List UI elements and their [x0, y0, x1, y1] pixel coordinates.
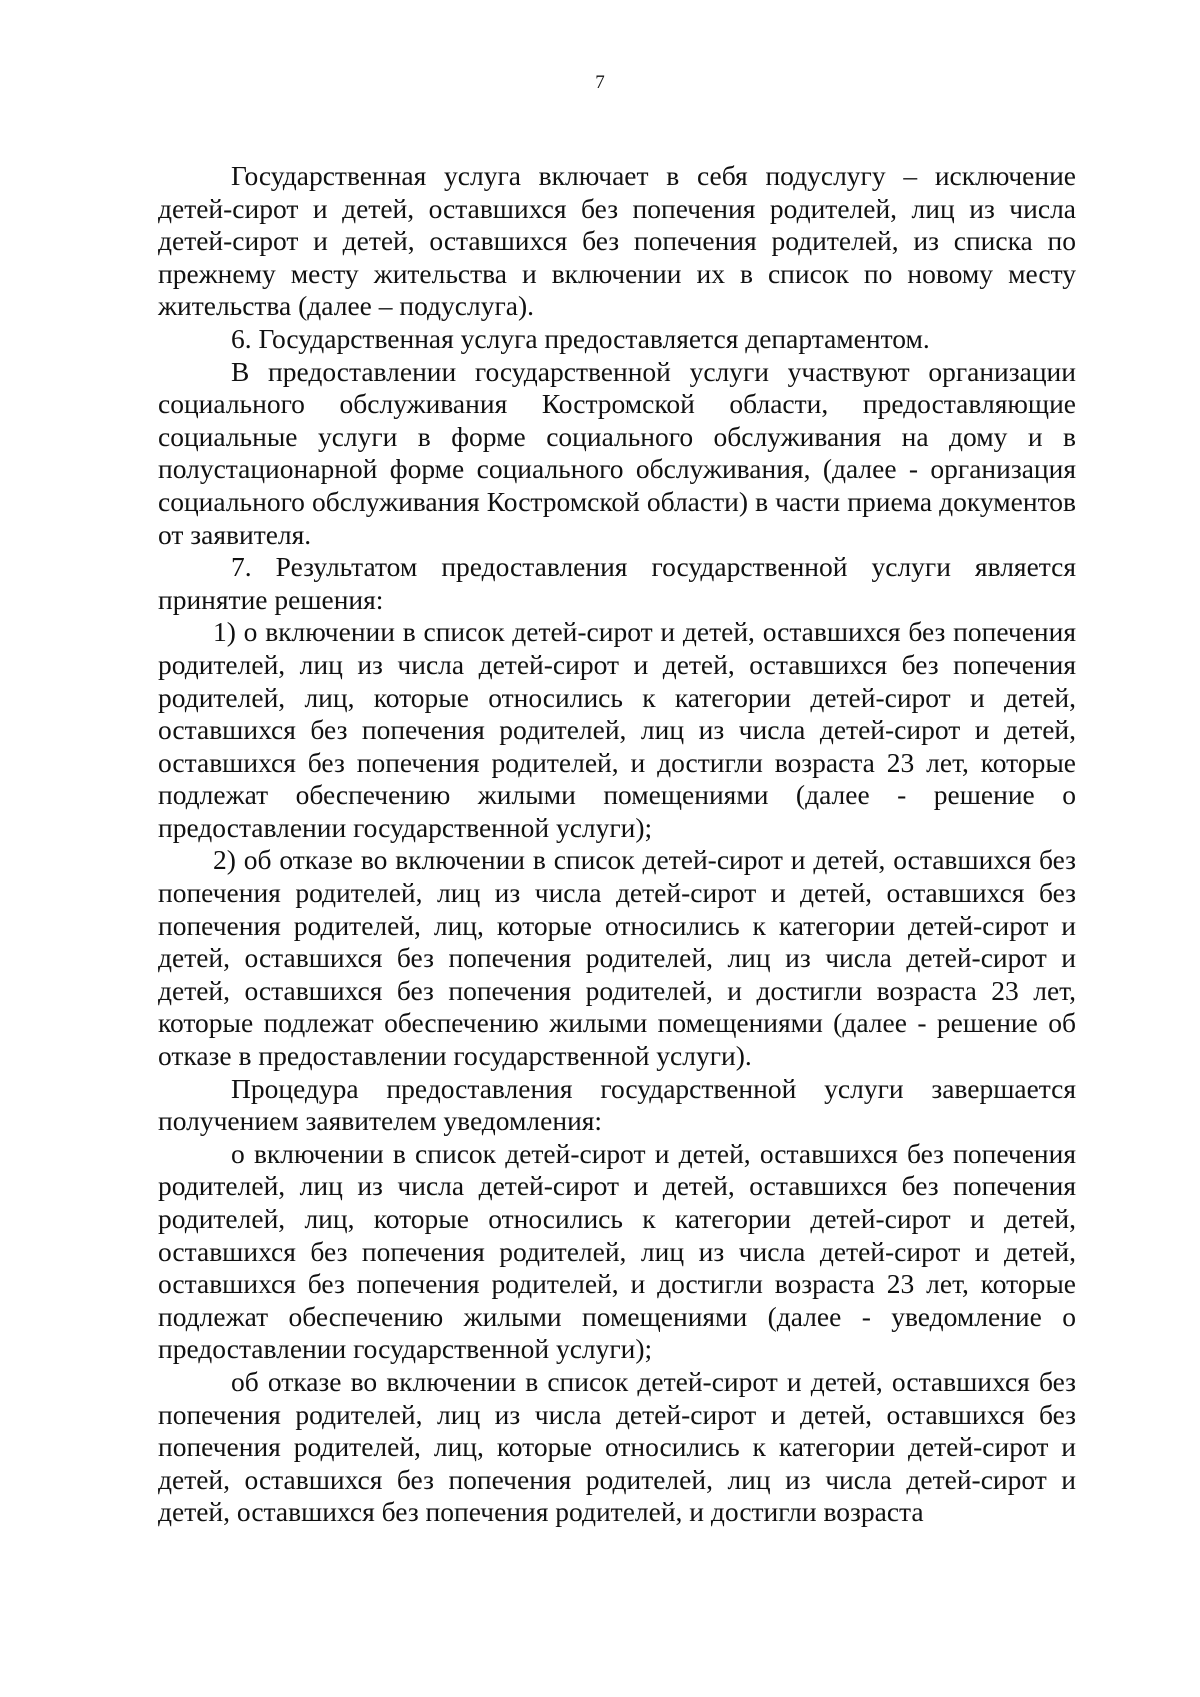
list-item-1: 1) о включении в список детей-сирот и детей, оставшихся без попечения родителей, лиц из числа детей-сирот и детей, оставшихся без попечения родителей, лиц, которые относились к категории детей-сирот и детей, оставшихся без попечения родителей, лиц из числа детей-сирот и детей, оставшихся без попечения родителей, и достигли возраста 23 лет, которые подлежат обеспечению жилыми помещениями (далее - решение о предоставлении государственной услуги); [158, 616, 1076, 843]
paragraph-item-7: 7. Результатом предоставления государственной услуги является принятие решения: [158, 551, 1076, 615]
paragraph-item-6: 6. Государственная услуга предоставляется департаментом. [231, 322, 930, 354]
paragraph-notice-inclusion: о включении в список детей-сирот и детей, оставшихся без попечения родителей, лиц из числа детей-сирот и детей, оставшихся без попечения родителей, лиц, которые относились к категории детей-сирот и детей, оставшихся без попечения родителей, лиц из числа детей-сирот и детей, оставшихся без попечения родителей, и достигли возраста 23 лет, которые подлежат обеспечению жилыми помещениями (далее - уведомление о предоставлении государственной услуги); [158, 1137, 1076, 1365]
paragraph-procedure: Процедура предоставления государственной услуги завершается получением заявителем уведомления: [158, 1072, 1076, 1137]
paragraph-notice-refusal: об отказе во включении в список детей-сирот и детей, оставшихся без попечения родителей, лиц из числа детей-сирот и детей, оставшихся без попечения родителей, лиц, которые относились к категории детей-сирот и детей, оставшихся без попечения родителей, лиц из числа детей-сирот и детей, оставшихся без попечения родителей, и достигли возраста [158, 1365, 1076, 1528]
list-item-2: 2) об отказе во включении в список детей-сирот и детей, оставшихся без попечения родителей, лиц из числа детей-сирот и детей, оставшихся без попечения родителей, лиц, которые относились к категории детей-сирот и детей, оставшихся без попечения родителей, лиц из числа детей-сирот и детей, оставшихся без попечения родителей, и достигли возраста 23 лет, которые подлежат обеспечению жилыми помещениями (далее - решение об отказе в предоставлении государственной услуги). [158, 844, 1076, 1072]
document-body [158, 160, 1076, 1529]
page-number: 7 [595, 72, 605, 93]
paragraph-subservice: Государственная услуга включает в себя подуслугу – исключение детей-сирот и детей, оставшихся без попечения родителей, лиц из числа детей-сирот и детей, оставшихся без попечения родителей, из списка по прежнему месту жительства и включении их в список по новому месту жительства (далее – подуслуга). [158, 160, 1076, 322]
paragraph-participants: В предоставлении государственной услуги участвуют организации социального обслуживания Костромской области, предоставляющие социальные услуги в форме социального обслуживания на дому и в полустационарной форме социального обслуживания, (далее - организация социального обслуживания Костромской области) в части приема документов от заявителя. [158, 355, 1076, 550]
